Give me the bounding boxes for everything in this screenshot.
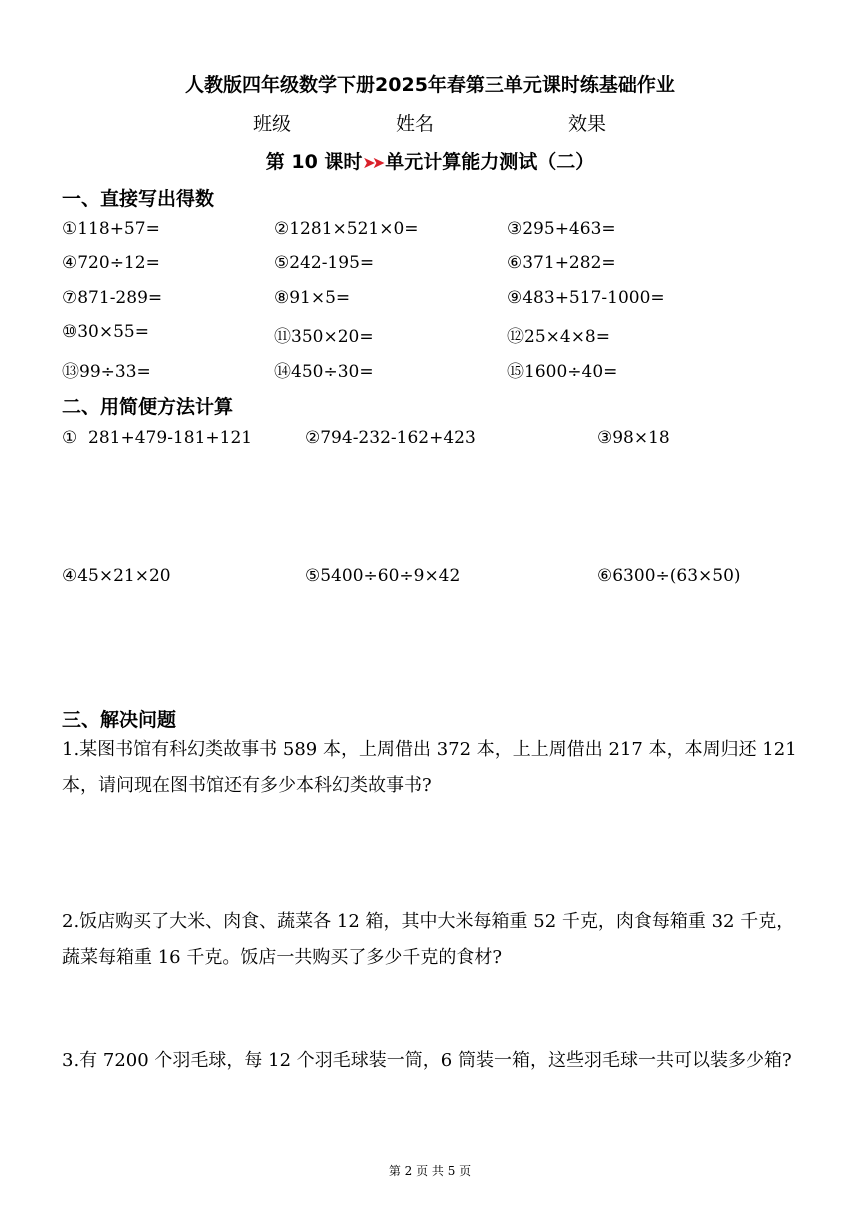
simplify-item: ③98×18 (597, 428, 670, 448)
simplify-item: ⑤5400÷60÷9×42 (305, 566, 461, 586)
simplify-item: ②794-232-162+423 (305, 428, 476, 448)
mental-math-item: ⑪350×20= (274, 327, 374, 347)
section-1-heading: 一、直接写出得数 (62, 188, 215, 210)
mental-math-item: ⑫25×4×8= (507, 327, 610, 347)
lesson-suffix: 单元计算能力测试（二） (385, 151, 595, 173)
simplify-item: ① 281+479-181+121 (62, 428, 253, 448)
mental-math-item: ⑬99÷33= (62, 362, 151, 382)
double-arrow-icon: ➤➤ (362, 153, 382, 172)
name-label: 姓名 (396, 113, 435, 135)
simplify-item: ④45×21×20 (62, 566, 171, 586)
student-info-row (0, 109, 860, 137)
mental-math-item: ⑮1600÷40= (507, 362, 618, 382)
mental-math-item: ⑤242-195= (274, 253, 375, 273)
page-title: 人教版四年级数学下册2025年春第三单元课时练基础作业 (185, 74, 675, 96)
mental-math-item: ④720÷12= (62, 253, 160, 273)
page-number: 第 2 页 共 5 页 (388, 1164, 472, 1178)
mental-math-item: ①118+57= (62, 219, 160, 239)
mental-math-item: ⑭450÷30= (274, 362, 374, 382)
section-2-heading: 二、用简便方法计算 (62, 396, 234, 418)
mental-math-item: ⑧91×5= (274, 288, 351, 308)
lesson-prefix: 第 10 课时 (265, 151, 363, 173)
mental-math-item: ②1281×521×0= (274, 219, 419, 239)
mental-math-item: ⑦871-289= (62, 288, 163, 308)
class-label: 班级 (253, 113, 292, 135)
lesson-title (0, 147, 860, 174)
simplify-item: ⑥6300÷(63×50) (597, 566, 741, 586)
mental-math-item: ⑨483+517-1000= (507, 288, 665, 308)
mental-math-item: ③295+463= (507, 219, 616, 239)
word-problem-1: 1.某图书馆有科幻类故事书 589 本，上周借出 372 本，上上周借出 217 本，本周归还 121 本，请问现在图书馆还有多少本科幻类故事书? (62, 739, 797, 796)
section-3-heading: 三、解决问题 (62, 709, 177, 731)
result-label: 效果 (568, 113, 607, 135)
word-problem-3: 3.有 7200 个羽毛球，每 12 个羽毛球装一筒，6 筒装一箱，这些羽毛球一共可以装多少箱? (62, 1050, 792, 1071)
word-problem-2: 2.饭店购买了大米、肉食、蔬菜各 12 箱，其中大米每箱重 52 千克，肉食每箱重 32 千克，蔬菜每箱重 16 千克。饭店一共购买了多少千克的食材? (62, 911, 795, 968)
mental-math-item: ⑥371+282= (507, 253, 616, 273)
mental-math-item: ⑩30×55= (62, 322, 149, 342)
